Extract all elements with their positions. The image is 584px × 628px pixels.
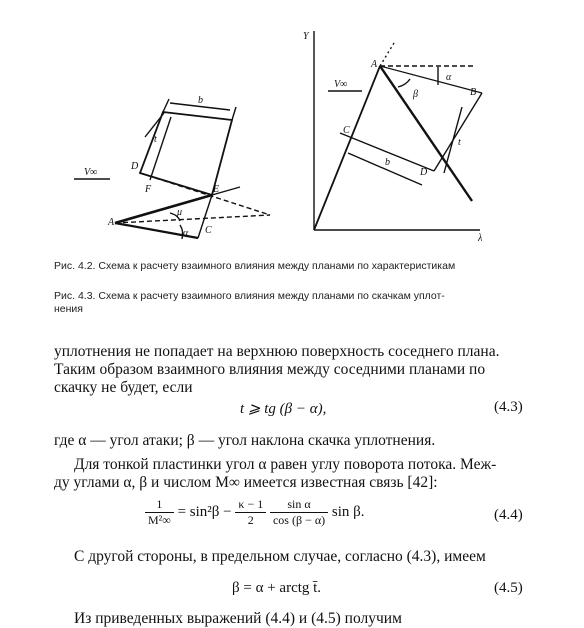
eq44-mid: = sin²β − [177, 503, 232, 520]
label-D: D [420, 167, 428, 178]
equation-4-4 [145, 497, 365, 528]
paragraph-1-line1: уплотнения не попадает на верхнюю поверхность соседнего плана. [54, 343, 500, 360]
eq44-end: sin β. [331, 503, 365, 520]
caption-fig-4-3-line1: Рис. 4.3. Схема к расчету взаимного влияния между планами по скачкам уплот- [54, 290, 445, 302]
paragraph-2: где α — угол атаки; β — угол наклона скачка уплотнения. [54, 432, 436, 449]
label-V: V∞ [334, 79, 348, 90]
label-C: C [205, 225, 212, 236]
label-D: D [131, 161, 139, 172]
eq44-frac-sin: $\frac{\text{sin α}}{\cos (\beta - \alpha)}$ [270, 497, 328, 528]
label-t: t [154, 134, 157, 145]
paragraph-1-line2: Таким образом взаимного влияния между соседними планами по [54, 361, 486, 378]
equation-4-3-number: (4.3) [494, 399, 523, 415]
label-Y: Y [303, 31, 309, 42]
label-alpha: α [183, 228, 189, 239]
paragraph-1-line3: скачку не будет, если [54, 379, 193, 396]
figure-4-3 [300, 25, 500, 245]
caption-fig-4-2: Рис. 4.2. Схема к расчету взаимного влияния между планами по характеристикам [54, 260, 456, 272]
label-b: b [198, 95, 203, 106]
caption-fig-4-3-line2: нения [54, 303, 83, 315]
label-beta: β [413, 89, 418, 100]
paragraph-5: Из приведенных выражений (4.4) и (4.5) получим [74, 610, 402, 627]
label-V: V∞ [84, 167, 98, 178]
equation-4-5-number: (4.5) [494, 580, 523, 596]
label-lambda: λ [478, 233, 483, 244]
figure-4-2 [70, 95, 280, 255]
label-C: C [343, 125, 350, 136]
label-mu: μ [177, 207, 183, 218]
equation-4-5: β = α + arctg t̄. [232, 580, 322, 596]
label-A: A [371, 59, 378, 70]
equation-4-3: t ⩾ tg (β − α), [240, 401, 327, 417]
equation-4-4-number: (4.4) [494, 507, 523, 523]
eq44-frac-lhs: $\frac{1}{\text{M²∞}}$ [145, 497, 174, 528]
label-b: b [385, 157, 390, 168]
paragraph-3-line2: ду углами α, β и числом M∞ имеется известная связь [42]: [54, 474, 438, 491]
paragraph-4: С другой стороны, в предельном случае, согласно (4.3), имеем [74, 548, 486, 565]
label-t: t [458, 137, 461, 148]
label-alpha: α [446, 72, 452, 83]
label-B: B [470, 87, 477, 98]
label-A: A [108, 217, 115, 228]
label-E: E [213, 184, 220, 195]
eq44-frac-kappa: $\frac{\kappa - 1}{2}$ [235, 497, 266, 528]
label-F: F [145, 184, 152, 195]
paragraph-3-line1: Для тонкой пластинки угол α равен углу поворота потока. Меж- [74, 456, 497, 473]
